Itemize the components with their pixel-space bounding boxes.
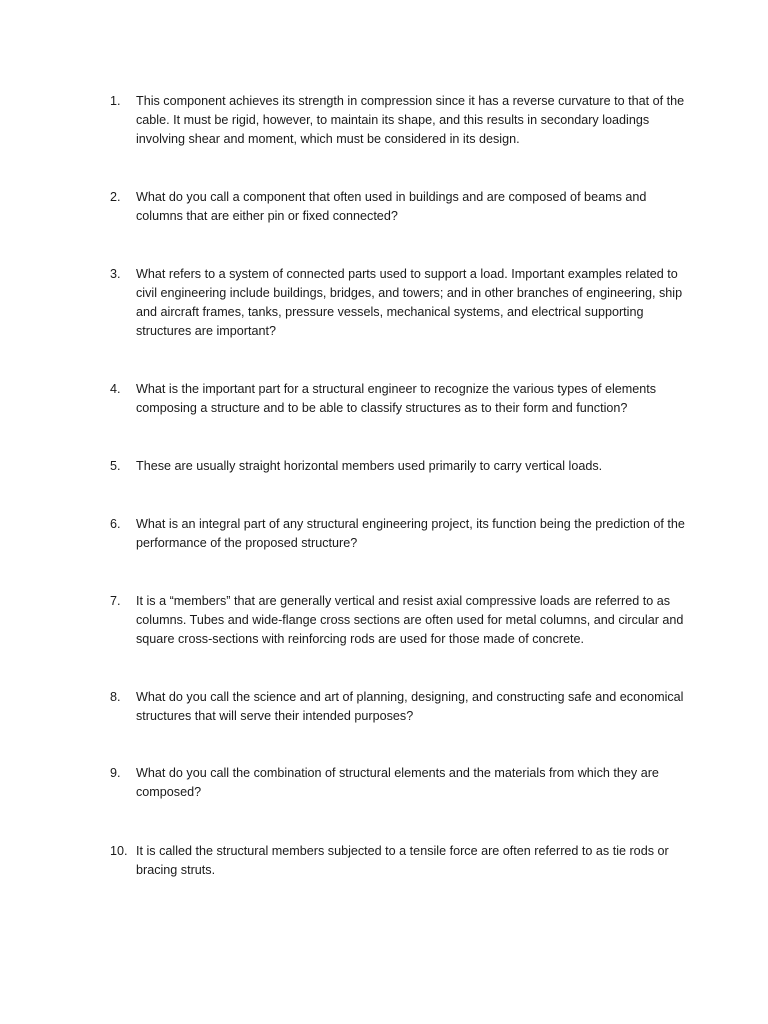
question-number: 6. xyxy=(110,517,121,531)
question-item xyxy=(110,764,690,802)
question-number: 2. xyxy=(110,190,121,204)
question-item xyxy=(110,265,690,341)
question-text: What do you call a component that often used in buildings and are composed of beams and columns that are either pin or fixed connected? xyxy=(136,190,647,223)
question-number: 10. xyxy=(110,844,128,858)
question-number: 8. xyxy=(110,690,121,704)
question-item xyxy=(110,688,690,726)
question-item xyxy=(110,515,690,553)
question-text: What is an integral part of any structural engineering project, its function being the prediction of the performance of the proposed structure? xyxy=(136,517,685,550)
question-number: 1. xyxy=(110,94,121,108)
question-text: What do you call the combination of structural elements and the materials from which they are composed? xyxy=(136,766,659,799)
question-item xyxy=(110,457,690,476)
question-text: This component achieves its strength in compression since it has a reverse curvature to that of the cable. It must be rigid, however, to maintain its shape, and this results in secondary loadings involving shear and moment, which must be considered in its design. xyxy=(136,94,685,146)
question-item xyxy=(110,842,690,880)
question-number: 5. xyxy=(110,459,121,473)
question-number: 3. xyxy=(110,267,121,281)
question-text: What refers to a system of connected parts used to support a load. Important examples related to civil engineering include buildings, bridges, and towers; and in other branches of engineering, ship and aircraft frames, tanks, pressure vessels, mechanical systems, and electrical supporting structures are important? xyxy=(136,267,683,338)
question-text: What is the important part for a structural engineer to recognize the various types of elements composing a structure and to be able to classify structures as to their form and function? xyxy=(136,382,657,415)
question-number: 7. xyxy=(110,594,121,608)
question-text: These are usually straight horizontal members used primarily to carry vertical loads. xyxy=(136,459,603,473)
question-number: 4. xyxy=(110,382,121,396)
question-item xyxy=(110,380,690,418)
question-text: It is a “members” that are generally vertical and resist axial compressive loads are referred to as columns. Tubes and wide-flange cross sections are often used for metal columns, and circular and square cross-sections with reinforcing rods are used for those made of concrete. xyxy=(136,594,684,646)
question-text: It is called the structural members subjected to a tensile force are often referred to as tie rods or bracing struts. xyxy=(136,844,669,877)
question-text: What do you call the science and art of planning, designing, and constructing safe and economical structures that will serve their intended purposes? xyxy=(136,690,684,723)
question-item xyxy=(110,188,690,226)
question-item xyxy=(110,592,690,649)
question-number: 9. xyxy=(110,766,121,780)
question-item xyxy=(110,92,690,149)
